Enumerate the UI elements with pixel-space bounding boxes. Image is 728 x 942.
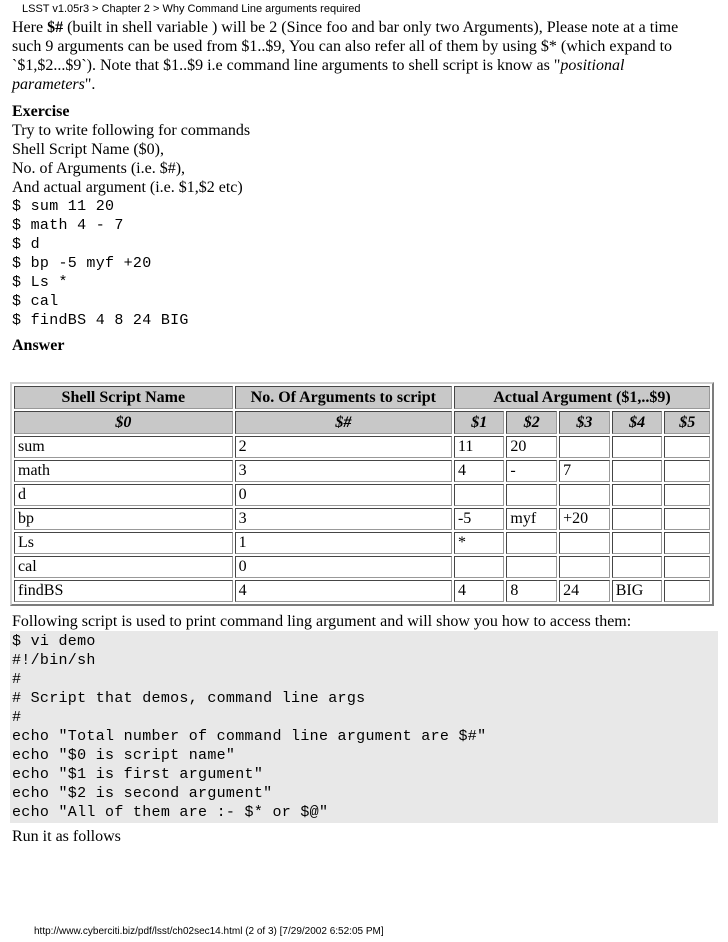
cell-arg: 4 xyxy=(454,580,504,602)
cell-arg-count: 3 xyxy=(235,460,452,482)
table-row xyxy=(14,436,710,458)
cell-arg xyxy=(559,484,610,506)
cell-arg xyxy=(506,556,557,578)
script-line: echo "Total number of command line argument are $#" xyxy=(12,728,487,745)
subheader-arg: $2 xyxy=(506,411,557,434)
cell-arg: 24 xyxy=(559,580,610,602)
arguments-table xyxy=(10,382,714,606)
exercise-command: $ math 4 - 7 xyxy=(12,217,124,234)
cell-script-name: cal xyxy=(14,556,233,578)
cell-arg xyxy=(612,484,663,506)
following-text: Following script is used to print command ling argument and will show you how to access them: xyxy=(12,613,632,630)
cell-arg: 20 xyxy=(506,436,557,458)
page-content xyxy=(12,18,718,846)
cell-script-name: math xyxy=(14,460,233,482)
script-line: echo "$2 is second argument" xyxy=(12,785,273,802)
intro-line-2: such 9 arguments can be used from $1..$9, You can also refer all of them by using $* (which expand to xyxy=(12,38,673,55)
breadcrumb: LSST v1.05r3 > Chapter 2 > Why Command Line arguments required xyxy=(22,3,361,15)
script-line: $ vi demo xyxy=(12,633,96,650)
run-text: Run it as follows xyxy=(12,828,121,845)
table-row xyxy=(14,484,710,506)
exercise-line: Try to write following for commands xyxy=(12,122,251,139)
exercise-command: $ sum 11 20 xyxy=(12,198,115,215)
script-line: echo "All of them are :- $* or $@" xyxy=(12,804,329,821)
intro-line-4-end: ". xyxy=(84,76,96,93)
cell-arg: myf xyxy=(506,508,557,530)
cell-arg xyxy=(612,532,663,554)
subheader-0: $0 xyxy=(14,411,233,434)
header-arg-count: No. Of Arguments to script xyxy=(235,386,452,409)
intro-line-3: `$1,$2...$9`). Note that $1..$9 i.e command line arguments to shell script is know as " xyxy=(12,57,561,74)
cell-arg xyxy=(454,556,504,578)
cell-arg: -5 xyxy=(454,508,504,530)
exercise-command: $ d xyxy=(12,236,40,253)
cell-arg xyxy=(664,436,710,458)
cell-script-name: d xyxy=(14,484,233,506)
cell-script-name: sum xyxy=(14,436,233,458)
cell-arg xyxy=(559,556,610,578)
intro-italic-1: positional xyxy=(560,57,625,74)
script-line: echo "$0 is script name" xyxy=(12,747,236,764)
cell-arg xyxy=(559,436,610,458)
exercise-line: Shell Script Name ($0), xyxy=(12,141,164,158)
exercise-command: $ cal xyxy=(12,293,59,310)
cell-arg xyxy=(664,532,710,554)
exercise-heading: Exercise xyxy=(12,103,70,120)
exercise-command: $ findBS 4 8 24 BIG xyxy=(12,312,189,329)
table-header-row xyxy=(14,386,710,409)
exercise-command: $ bp -5 myf +20 xyxy=(12,255,152,272)
cell-arg: - xyxy=(506,460,557,482)
cell-arg xyxy=(506,484,557,506)
answer-title xyxy=(12,336,718,355)
cell-arg-count: 3 xyxy=(235,508,452,530)
cell-arg xyxy=(664,556,710,578)
table-row xyxy=(14,508,710,530)
cell-arg: BIG xyxy=(612,580,663,602)
table-row xyxy=(14,580,710,602)
cell-arg xyxy=(612,556,663,578)
exercise-title xyxy=(12,102,718,121)
cell-arg xyxy=(506,532,557,554)
cell-arg: +20 xyxy=(559,508,610,530)
cell-arg-count: 1 xyxy=(235,532,452,554)
cell-arg xyxy=(664,508,710,530)
cell-arg xyxy=(612,460,663,482)
table-subheader-row xyxy=(14,411,710,434)
cell-arg: 11 xyxy=(454,436,504,458)
script-line: # Script that demos, command line args xyxy=(12,690,366,707)
cell-arg xyxy=(454,484,504,506)
table-row xyxy=(14,460,710,482)
cell-arg-count: 2 xyxy=(235,436,452,458)
cell-arg xyxy=(664,580,710,602)
header-actual-args: Actual Argument ($1,..$9) xyxy=(454,386,710,409)
answer-heading: Answer xyxy=(12,337,65,354)
subheader-count: $# xyxy=(235,411,452,434)
cell-arg xyxy=(612,508,663,530)
exercise-command: $ Ls * xyxy=(12,274,68,291)
script-line: echo "$1 is first argument" xyxy=(12,766,264,783)
table-body xyxy=(14,436,710,602)
subheader-arg: $3 xyxy=(559,411,610,434)
cell-arg-count: 4 xyxy=(235,580,452,602)
cell-script-name: bp xyxy=(14,508,233,530)
cell-arg xyxy=(612,436,663,458)
cell-arg: 7 xyxy=(559,460,610,482)
intro-line-1: (built in shell variable ) will be 2 (Since foo and bar only two Arguments), Please note at a time xyxy=(63,19,679,36)
cell-script-name: findBS xyxy=(14,580,233,602)
exercise-line: No. of Arguments (i.e. $#), xyxy=(12,160,186,177)
table-row xyxy=(14,532,710,554)
intro-italic-2: parameters xyxy=(12,76,85,93)
intro-var: $# xyxy=(47,19,64,36)
script-line: #!/bin/sh xyxy=(12,652,96,669)
cell-arg: 8 xyxy=(506,580,557,602)
cell-script-name: Ls xyxy=(14,532,233,554)
subheader-arg: $4 xyxy=(612,411,663,434)
intro-paragraph xyxy=(12,18,718,94)
intro-lead: Here xyxy=(12,19,48,36)
subheader-arg: $5 xyxy=(664,411,710,434)
script-line: # xyxy=(12,709,22,726)
page-footer-url: http://www.cyberciti.biz/pdf/lsst/ch02sec14.html (2 of 3) [7/29/2002 6:52:05 PM] xyxy=(34,926,384,937)
cell-arg xyxy=(664,484,710,506)
cell-arg-count: 0 xyxy=(235,484,452,506)
cell-arg: 4 xyxy=(454,460,504,482)
cell-arg xyxy=(664,460,710,482)
header-script-name: Shell Script Name xyxy=(14,386,233,409)
demo-script-block xyxy=(10,631,718,823)
exercise-line: And actual argument (i.e. $1,$2 etc) xyxy=(12,179,243,196)
cell-arg-count: 0 xyxy=(235,556,452,578)
cell-arg xyxy=(559,532,610,554)
table-row xyxy=(14,556,710,578)
script-line: # xyxy=(12,671,22,688)
cell-arg: * xyxy=(454,532,504,554)
subheader-arg: $1 xyxy=(454,411,504,434)
